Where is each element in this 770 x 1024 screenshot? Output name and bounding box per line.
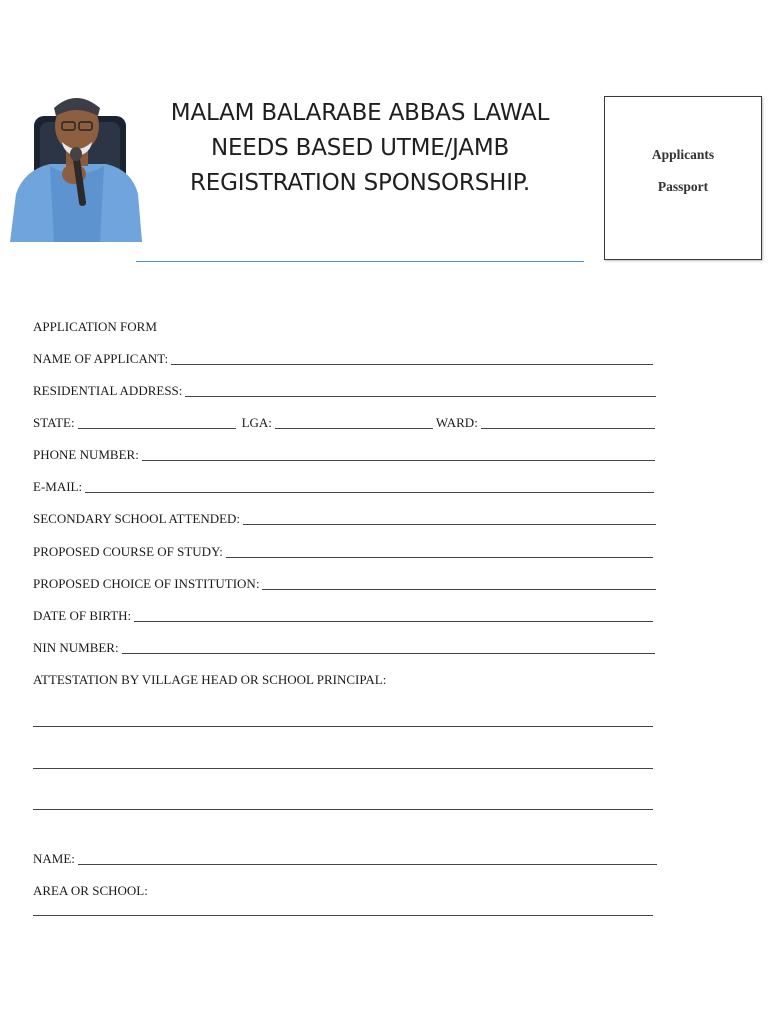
- email-label: E-MAIL:: [33, 479, 83, 494]
- attestation-name-field[interactable]: [33, 851, 657, 867]
- date-of-birth-field[interactable]: [33, 608, 653, 624]
- area-or-school-line[interactable]: [33, 915, 653, 916]
- course-of-study-label: PROPOSED COURSE OF STUDY:: [33, 544, 223, 559]
- document-title: [150, 96, 570, 201]
- applicant-name-blank[interactable]: [171, 353, 653, 365]
- ward-blank[interactable]: [481, 417, 655, 429]
- secondary-school-blank[interactable]: [243, 513, 656, 525]
- area-or-school-label: AREA OR SCHOOL:: [33, 883, 148, 898]
- institution-choice-blank[interactable]: [262, 578, 656, 590]
- form-heading: APPLICATION FORM: [33, 319, 157, 334]
- attestation-line-2[interactable]: [33, 768, 653, 769]
- phone-number-label: PHONE NUMBER:: [33, 447, 139, 462]
- residential-address-field[interactable]: [33, 383, 656, 399]
- secondary-school-label: SECONDARY SCHOOL ATTENDED:: [33, 511, 241, 526]
- ward-label: WARD:: [435, 415, 478, 430]
- passport-label-line2: Passport: [657, 179, 709, 194]
- state-lga-ward-row: [33, 415, 655, 431]
- nin-number-label: NIN NUMBER:: [33, 640, 119, 655]
- lga-blank[interactable]: [275, 417, 433, 429]
- applicant-name-label: NAME OF APPLICANT:: [33, 351, 169, 366]
- attestation-line-3[interactable]: [33, 809, 653, 810]
- course-of-study-blank[interactable]: [226, 546, 653, 558]
- institution-choice-field[interactable]: [33, 576, 656, 592]
- nin-number-blank[interactable]: [122, 642, 655, 654]
- lga-label: LGA:: [241, 415, 272, 430]
- attestation-name-blank[interactable]: [78, 853, 657, 865]
- residential-address-blank[interactable]: [185, 385, 656, 397]
- title-underline: [136, 261, 584, 262]
- phone-number-blank[interactable]: [142, 449, 655, 461]
- attestation-line-1[interactable]: [33, 726, 653, 727]
- date-of-birth-blank[interactable]: [134, 610, 653, 622]
- state-blank[interactable]: [78, 417, 236, 429]
- residential-address-label: RESIDENTIAL ADDRESS:: [33, 383, 183, 398]
- portrait-photo: [10, 86, 142, 242]
- passport-label-line1: Applicants: [651, 147, 715, 162]
- attestation-heading: ATTESTATION BY VILLAGE HEAD OR SCHOOL PRINCIPAL:: [33, 672, 387, 687]
- title-line-2: NEEDS BASED UTME/JAMB: [210, 135, 510, 161]
- nin-number-field[interactable]: [33, 640, 655, 656]
- phone-number-field[interactable]: [33, 447, 655, 463]
- secondary-school-field[interactable]: [33, 511, 656, 527]
- title-line-1: MALAM BALARABE ABBAS LAWAL: [170, 100, 550, 126]
- email-blank[interactable]: [85, 481, 654, 493]
- institution-choice-label: PROPOSED CHOICE OF INSTITUTION:: [33, 576, 260, 591]
- date-of-birth-label: DATE OF BIRTH:: [33, 608, 132, 623]
- state-label: STATE:: [33, 415, 75, 430]
- course-of-study-field[interactable]: [33, 544, 653, 560]
- passport-photo-box: [604, 96, 762, 260]
- applicant-name-field[interactable]: [33, 351, 653, 367]
- email-field[interactable]: [33, 479, 654, 495]
- title-line-3: REGISTRATION SPONSORSHIP.: [190, 170, 530, 196]
- attestation-name-label: NAME:: [33, 851, 75, 866]
